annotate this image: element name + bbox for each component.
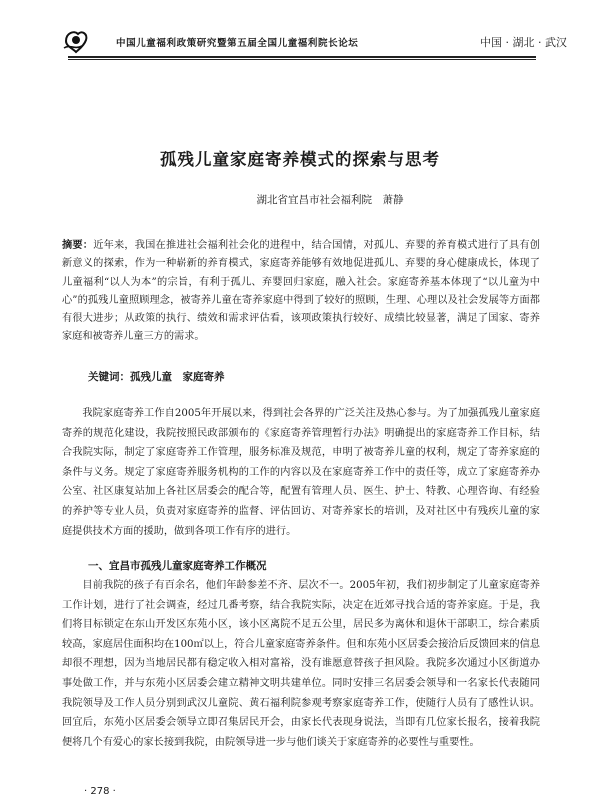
series-title: 中国儿童福利政策研究暨第五届全国儿童福利院长论坛 xyxy=(116,38,359,49)
header-rule-thick xyxy=(68,56,536,58)
page-number: · 278 · xyxy=(84,786,116,797)
keywords-text: 孤残儿童 家庭寄养 xyxy=(130,371,225,383)
header-rule-thin xyxy=(68,59,536,60)
author-affiliation: 湖北省宜昌市社会福利院 萧静 xyxy=(256,194,404,206)
keywords xyxy=(88,369,225,384)
page-header xyxy=(62,28,567,54)
keywords-label: 关键词： xyxy=(88,371,130,383)
section-paragraph: 目前我院的孩子有百余名，他们年龄参差不齐、层次不一。2005年初，我们初步制定了儿童家庭寄养工作计划，进行了社会调查，经过几番考察，结合我院实际，决定在近郊寻找合适的寄养家庭。于是，我们将目标锁定在东山开发区东苑小区，该小区离院不足五公里，居民多为离休和退休干部职工，综合素质较高，家庭居住面积均在100㎡以上，符合儿童家庭寄养条件。但和东苑小区居委会接洽后反馈回来的信息却很不理想，因为当地居民都有稳定收入相对富裕，没有谁愿意替孩子担风险。我院多次通过小区街道办事处做工作，并与东苑小区居委会建立精神文明共建单位。同时安排三名居委会领导和一名家长代表随同我院领导及工作人员分别到武汉儿童院、黄石福利院参观考察家庭寄养工作，使随行人员有了感性认识。回宜后，东苑小区居委会领导立即召集居民开会，由家长代表现身说法，当即有几位家长报名，接着我院便将几个有爱心的家长接到我院，由院领导进一步与他们谈关于家庭寄养的必要性与重要性。 xyxy=(62,580,540,748)
paper-title: 孤残儿童家庭寄养模式的探索与思考 xyxy=(160,150,440,169)
intro-paragraph: 我院家庭寄养工作自2005年开展以来，得到社会各界的广泛关注及热心参与。为了加强孤残儿童家庭寄养的规范化建设，我院按照民政部颁布的《家庭寄养管理暂行办法》明确提出的家庭寄养工作目标，结合我院实际，制定了家庭寄养工作管理，服务标准及规范，申明了被寄养儿童的权利，规定了寄养家庭的条件与义务。规定了家庭寄养服务机构的工作的内容以及在家庭寄养工作中的责任等，成立了家庭寄养办公室、社区康复站加上各社区居委会的配合等，配置有管理人员、医生、护士、特教、心理咨询、有经验的养护等专业人员，负责对家庭寄养的监督、评估回访、对寄养家长的培训，及对社区中有残疾儿童的家庭提供技术方面的援助，做到各项工作有序的进行。 xyxy=(62,408,540,537)
conference-location: 中国 · 湖北 · 武汉 xyxy=(480,36,567,49)
abstract-text: 近年来，我国在推进社会福利社会化的进程中，结合国情，对孤儿、弃婴的养育模式进行了具有创新意义的探索，作为一种崭新的养育模式，家庭寄养能够有效地促进孤儿、弃婴的身心健康成长，体现了儿童福利“以人为本”的宗旨，有利于孤儿、弃婴回归家庭，融入社会。家庭寄养基本体现了“以儿童为中心”的孤残儿童照顾理念，被寄养儿童在寄养家庭中得到了较好的照顾，生理、心理以及社会发展等方面都有很大进步；从政策的执行、绩效和需求评估看，该项政策执行较好、成绩比较显著，满足了国家、寄养家庭和被寄养儿童三方的需求。 xyxy=(62,240,540,343)
section-heading: 一、宜昌市孤残儿童家庭寄养工作概况 xyxy=(88,560,267,572)
forum-logo-icon xyxy=(62,28,90,54)
abstract-label: 摘要： xyxy=(62,239,94,251)
abstract xyxy=(62,236,540,347)
